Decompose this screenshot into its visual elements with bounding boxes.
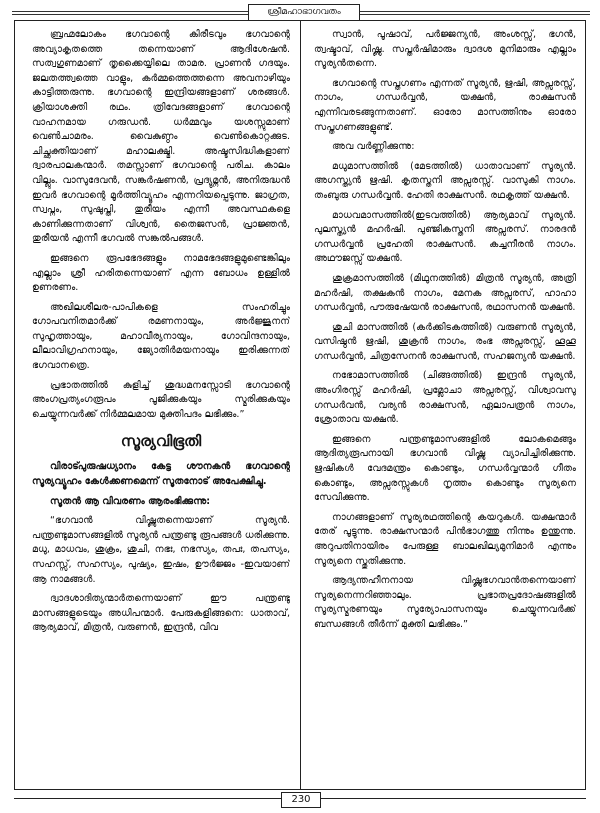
- paragraph: “ഭഗവാൻ വിഷ്ണുതന്നെയാണ് സൂര്യൻ. പന്ത്രണ്ടുമാസങ്ങളിൽ സൂര്യൻ പന്ത്രണ്ടു രൂപങ്ങൾ ധരിക്കുന്നു. മധു, മാധവം, ശുക്രം, ശുചി, നഭഃ, നഭസ്യം, തപഃ, തപസ്യം, സഹസ്സ്, സഹസ്യം, പുഷ്യം, ഇഷം, ഊർജ്ജം -ഇവയാണ് ആ നാമങ്ങൾ.: [32, 515, 290, 585]
- paragraph: മധുമാസത്തിൽ (മേടത്തിൽ) ധാതാവാണ് സൂര്യൻ. അഗസ്ത്യൻ ഋഷി. കൃതസ്തനി അപ്സരസ്സ്. വാസുകി നാഗം. തംബുരു ഗന്ധർവ്വൻ. ഹേതി രാക്ഷസൻ. രഥകൃത്ത് യക്ഷൻ.: [314, 160, 576, 201]
- paragraph: അഖിലശീലര-പാപികളെ സംഹരിച്ചും ഗോപവനിതമാർക്ക് രമണനായും, അർജ്ജുനന് സുഹൃത്തായും, മഹാവീര്യനായും, ഗോവിന്ദനായും, ലീലാവിഗ്രഹനായും, ജ്യോതിർമയനായും ഇരിക്കുന്നത് ഭഗവാനത്രെ.: [32, 301, 290, 372]
- left-column-paragraphs: [32, 28, 290, 422]
- paragraph: അവ വർണ്ണിക്കുന്നു:: [332, 141, 415, 153]
- right-column: [314, 28, 576, 786]
- left-column-paragraphs-after: [32, 460, 290, 636]
- paragraph: മാധവമാസത്തിൽ(ഇടവത്തിൽ) ആര്യമാവ് സൂര്യൻ. പുലസ്ത്യൻ മഹർഷി. പുഞ്ജികസ്തനി അപ്സരസ്. നാരദൻ ഗന്ധർവ്വൻ പ്രഹേതി രാക്ഷസൻ. കച്ചനീരൻ നാഗം. അഥൗജസ്സ് യക്ഷൻ.: [314, 209, 576, 265]
- section-title: സൂര്യവിഭൂതി: [120, 432, 202, 451]
- paragraph: ഭഗവാന്റെ സപ്തഗണം എന്നത് സൂര്യൻ, ഋഷി, അപ്സരസ്സ്, നാഗം, ഗന്ധർവ്വൻ, യക്ഷൻ, രാക്ഷസൻ എന്നിവരടങ്ങുന്നതാണ്. ഓരോ മാസത്തിനും ഓരോ സപ്തഗണങ്ങളുണ്ട്.: [314, 77, 576, 133]
- paragraph: നഭോമാസത്തിൽ (ചിങ്ങത്തിൽ) ഇന്ദ്രൻ സൂര്യൻ, അംഗിരസ്സ് മഹർഷി, പ്രമ്ലോചാ അപ്സരസ്സ്, വിശ്വാവസു ഗന്ധർവൻ, വര്യൻ രാക്ഷസൻ, ഏലാപത്രൻ നാഗം, ശ്രോതാവ യക്ഷൻ.: [314, 370, 576, 426]
- paragraph: സ്വാൻ, പൂഷാവ്, പർജ്ജന്യൻ, അംശസ്സ്, ഭഗൻ, ത്വഷ്ടാവ്, വിഷ്ണു. സപ്തർഷിമാരും ദ്വാദശ മുനിമാരും എല്ലാം സൂര്യൻതന്നെ.: [314, 29, 576, 70]
- paragraph: സൂതൻ ആ വിവരണം ആരംഭിക്കുന്നു:: [50, 495, 211, 507]
- paragraph: വിരാട്പുരുഷധ്യാനം കേട്ട ശൗനകൻ ഭഗവാന്റെ സൂര്യവ്യൂഹം കേൾക്കണമെന്ന് സൂതനോട് അപേക്ഷിച്ചു.: [32, 461, 290, 488]
- paragraph: ദ്വാദശാദിത്യന്മാർതന്നെയാണ് ഈ പന്ത്രണ്ടു മാസങ്ങളുടെയും അധിപന്മാർ. പേരുകളിങ്ങനെ: ധാതാവ്, ആര്യമാവ്, മിത്രൻ, വരുണൻ, ഇന്ദ്രൻ, വിവ: [32, 593, 290, 634]
- left-column: [32, 28, 290, 786]
- paragraph: ആദ്യന്തഹീനനായ വിഷ്ണുഭഗവാൻതന്നെയാണ് സൂര്യനെന്നറിഞ്ഞാലും. പ്രഭാതപ്രദോഷങ്ങളിൽ സൂര്യസ്മരണയും സൂര്യോപാസനയും ചെയ്യുന്നവർക്ക് ബന്ധങ്ങൾ തീർന്ന് മുക്തി ലഭിക്കും.”: [314, 575, 576, 630]
- paragraph: ശുക്രമാസത്തിൽ (മിഥുനത്തിൽ) മിത്രൻ സൂര്യൻ, അത്രി മഹർഷി, തക്ഷകൻ നാഗം, മേനക അപ്സരസ്, ഹാഹാ ഗന്ധർവ്വൻ, പൗരുഷേയൻ രാക്ഷസൻ, രഥാസനൻ യക്ഷൻ.: [314, 272, 576, 314]
- page-number: 230: [281, 792, 321, 808]
- paragraph: ഇങ്ങനെ രൂപഭേദങ്ങളും നാമഭേദങ്ങളുമുണ്ടെങ്കിലും എല്ലാം ശ്രീ ഹരിതന്നെയാണ് എന്ന ബോധം ഉള്ളിൽ ഉണരണം.: [32, 252, 290, 294]
- running-header: ശ്രീമഹാഭാഗവതം: [248, 4, 360, 21]
- paragraph: ബ്രഹ്മലോകം ഭഗവാന്റെ കിരീടവും ഭഗവാന്റെ അവ്യാകൃതത്തെ തന്നെയാണ് ആദിശേഷൻ. സത്വഗുണമാണ് തൃക്കൈയ്യിലെ താമര. പ്രാണൻ ഗദയും. ജലതത്ത്വത്തെ വാളും, കർമ്മത്തെത്തന്നെ അവനാഴിയും കാട്ടിത്തരുന്നു. ഭഗവാന്റെ ഇന്ദ്രിയങ്ങളാണ് ശരങ്ങൾ. ക്രിയാശക്തി രഥം. ത്രിവേദങ്ങളാണ് ഭഗവാന്റെ വാഹനമായ ഗരുഡൻ. ധർമ്മവും യശസ്സുമാണ് വെൺചാമരം. വൈകുണ്ഠം വെൺകൊറ്റക്കുട. ചിച്ഛക്തിയാണ് മഹാലക്ഷ്മി. അഷ്ടസിദ്ധികളാണ് ദ്വാരപാലകന്മാർ. തമസ്സാണ് ഭഗവാന്റെ പരിച. കാലം വില്ലും. വാസുദേവൻ, സങ്കർഷണൻ, പ്രദ്യുമ്നൻ, അനിരുദ്ധൻ ഇവർ ഭഗവാന്റെ മൂർത്തിവ്യൂഹം എന്നറിയപ്പെടുന്നു. ജാഗ്രത, സ്വപ്നം, സുഷുപ്തി, തുരീയം എന്നീ അവസ്ഥകളെ കാണിക്കുന്നതാണ് വിശ്വൻ, തൈജസൻ, പ്രാജ്ഞൻ, തുരീയൻ എന്നീ ഭഗവൽ സങ്കൽപങ്ങൾ.: [32, 29, 290, 245]
- paragraph: പ്രഭാതത്തിൽ കുളിച്ച് ശുദ്ധമനസ്സോടി ഭഗവാന്റെ അംഗപ്രത്യംഗരൂപം പൂജിക്കുകയും സ്മരിക്കുകയും ചെയ്യുന്നവർക്ക് നിർമ്മലമായ മുക്തിപദം ലഭിക്കും.”: [32, 379, 290, 420]
- paragraph: ശുചി മാസത്തിൽ (കർക്കിടകത്തിൽ) വരുണൻ സൂര്യൻ, വസിഷ്ഠൻ ഋഷി, ശുക്രൻ നാഗം, രംഭ അപ്സരസ്സ്, ഹൂഹൂ ഗന്ധർവ്വൻ, ചിത്രസേനൻ രാക്ഷസൻ, സഹജന്യൻ യക്ഷൻ.: [314, 321, 576, 362]
- paragraph: നാഗങ്ങളാണ് സൂര്യരഥത്തിന്റെ കയറുകൾ. യക്ഷന്മാർ തേര് പൂട്ടുന്നു. രാക്ഷസന്മാർ പിൻഭാഗത്തു നിന്നും ഉന്തുന്നു. അറുപതിനായിരം പേരുള്ള ബാലഖില്യമുനിമാർ എന്നും സൂര്യനെ സ്തുതിക്കുന്നു.: [314, 511, 576, 567]
- column-divider: [300, 20, 301, 790]
- paragraph: ഇങ്ങനെ പന്ത്രണ്ടുമാസങ്ങളിൽ ലോകമെങ്ങും ആദിത്യരൂപനായി ഭഗവാൻ വിഷ്ണു വ്യാപിച്ചിരിക്കുന്നു. ഋഷികൾ വേദമന്ത്രം കൊണ്ടും, ഗന്ധർവ്വന്മാർ ഗീതം കൊണ്ടും, അപ്സരസ്സുകൾ നൃത്തം കൊണ്ടും സൂര്യനെ സേവിക്കുന്നു.: [314, 433, 576, 504]
